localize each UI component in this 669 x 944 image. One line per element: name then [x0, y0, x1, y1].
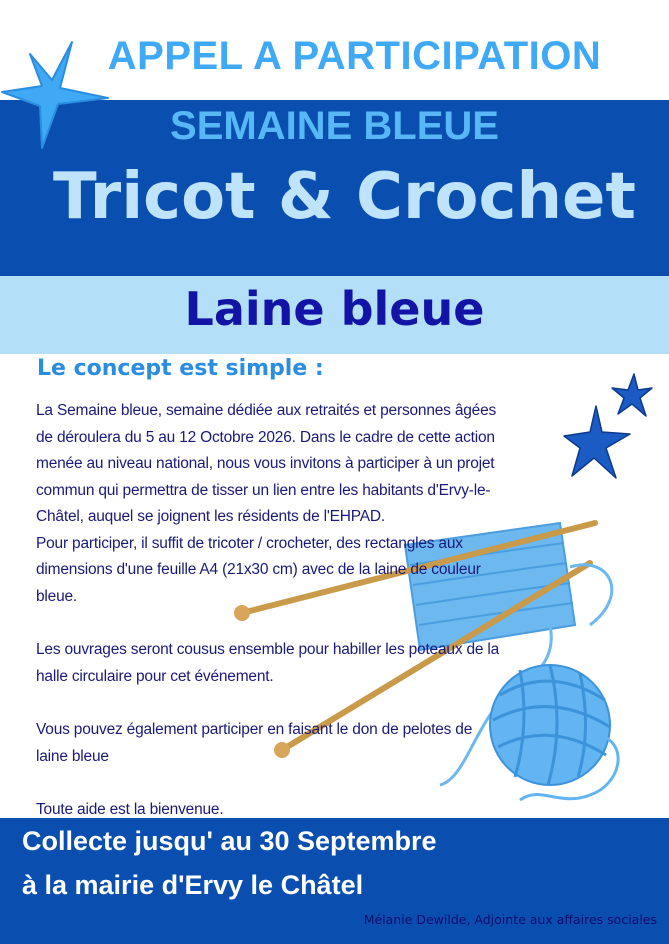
concept-heading: Le concept est simple :: [37, 356, 324, 381]
paragraph-aide: Toute aide est la bienvenue.: [36, 801, 224, 818]
paragraph-intro: La Semaine bleue, semaine dédiée aux retraités et personnes âgées de déroulera du 5 au 12 Octobre 2026. Dans le cadre de cette action menée au niveau national, nous vous invitons à participer à un projet commun qui permettra de tisser un lien entre les habitants d'Ervy-le- Châtel, auquel se joignent les résidents de l'EHPAD. Pour participer, il suffit de tricoter / crocheter, des rectangles aux dimensions d'une feuille A4 (21x30 cm) avec de la laine de couleur bleue.: [36, 402, 497, 605]
collect-location: à la mairie d'Ervy le Châtel: [22, 870, 364, 900]
paragraph-ouvrages: Les ouvrages seront cousus ensemble pour habiller les poteaux de la halle circulaire pour cet événement.: [36, 641, 500, 685]
collect-date: Collecte jusqu' au 30 Septembre: [22, 826, 437, 856]
theme-title: Tricot & Crochet: [53, 160, 636, 234]
paragraph-don: Vous pouvez également participer en faisant le don de pelotes de laine bleue: [36, 721, 473, 765]
star-icon: [562, 404, 634, 484]
subtitle: Laine bleue: [184, 282, 485, 336]
event-name: SEMAINE BLEUE: [170, 104, 499, 148]
signature: Mélanie Dewilde, Adjointe aux affaires sociales: [363, 912, 657, 927]
call-title: APPEL A PARTICIPATION: [107, 34, 602, 78]
